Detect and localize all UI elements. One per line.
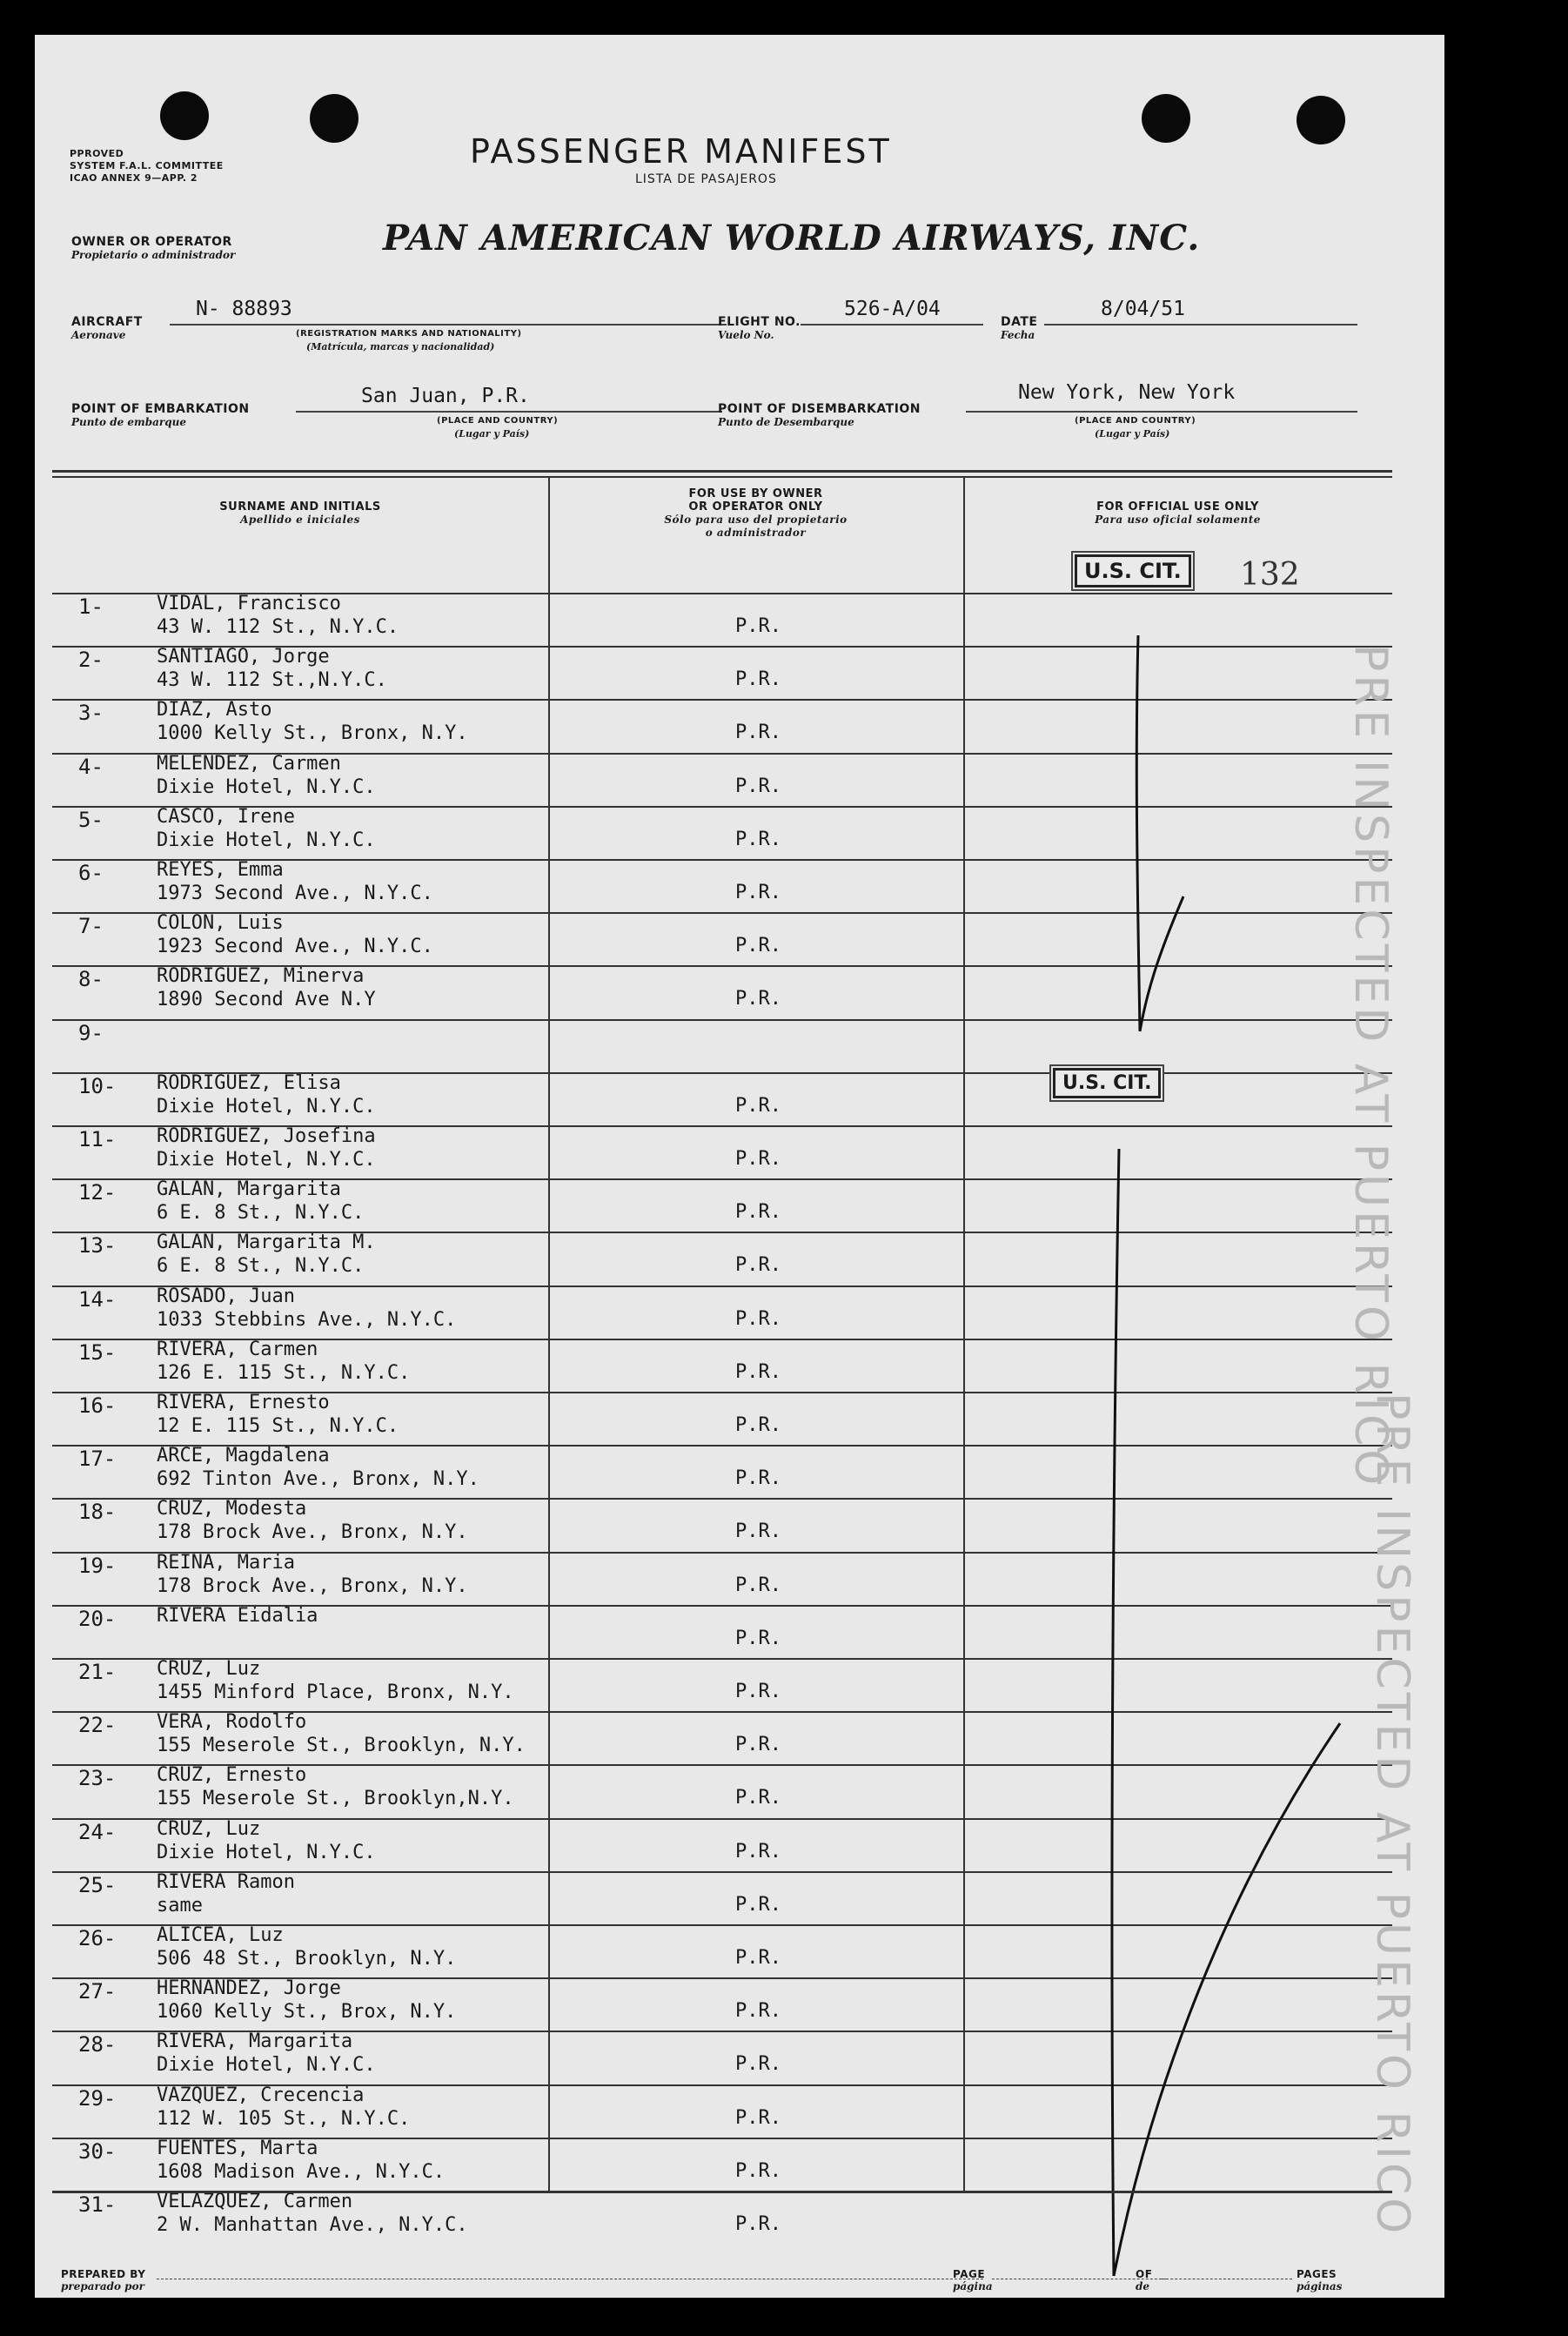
approval-line: SYSTEM F.A.L. COMMITTEE bbox=[70, 160, 224, 171]
disembark-hint: (PLACE AND COUNTRY) bbox=[1075, 416, 1196, 426]
row-number: 23- bbox=[78, 1766, 117, 1791]
passenger-name: FUENTES, Marta bbox=[157, 2137, 318, 2159]
of-label: OF bbox=[1136, 2268, 1153, 2280]
row-number: 10- bbox=[78, 1073, 117, 1098]
operator-code: P.R. bbox=[735, 2053, 781, 2076]
operator-code: P.R. bbox=[735, 1148, 781, 1170]
row-number: 14- bbox=[78, 1286, 117, 1312]
row-number: 8- bbox=[78, 967, 104, 992]
row-number: 3- bbox=[78, 701, 104, 726]
owner-header-line: OR OPERATOR ONLY bbox=[688, 500, 823, 514]
passenger-name: CRUZ, Ernesto bbox=[157, 1764, 307, 1787]
row-number: 30- bbox=[78, 2138, 117, 2164]
operator-code: P.R. bbox=[735, 1360, 781, 1383]
owner-header-es: Sólo para uso del propietario bbox=[664, 514, 848, 526]
operator-code: P.R. bbox=[735, 775, 781, 797]
passenger-name: SANTIAGO, Jorge bbox=[157, 646, 330, 668]
aircraft-label-es: Aeronave bbox=[71, 329, 126, 341]
embark-label-es: Punto de embarque bbox=[71, 416, 186, 428]
passenger-address: 155 Meserole St., Brooklyn, N.Y. bbox=[157, 1735, 526, 1757]
operator-code: P.R. bbox=[735, 1893, 781, 1916]
name-header-es: Apellido e iniciales bbox=[240, 514, 360, 526]
passenger-name: REINA, Maria bbox=[157, 1551, 295, 1574]
row-number: 18- bbox=[78, 1500, 117, 1525]
passenger-address: 1060 Kelly St., Brox, N.Y. bbox=[157, 2001, 457, 2024]
passenger-name: VIDAL, Francisco bbox=[157, 593, 341, 614]
row-number: 13- bbox=[78, 1233, 117, 1259]
operator-code: P.R. bbox=[735, 935, 781, 957]
passenger-name: RIVERA Eidalia bbox=[157, 1604, 318, 1627]
date-label: DATE bbox=[1001, 315, 1038, 329]
passenger-address: 155 Meserole St., Brooklyn,N.Y. bbox=[157, 1788, 514, 1810]
embark-line bbox=[296, 411, 722, 413]
punch-hole bbox=[160, 91, 209, 140]
passenger-name: GALAN, Margarita M. bbox=[157, 1232, 376, 1254]
date-value: 8/04/51 bbox=[1101, 298, 1185, 320]
operator-code: P.R. bbox=[735, 2000, 781, 2023]
passenger-name: VELAZQUEZ, Carmen bbox=[157, 2191, 353, 2212]
row-number: 20- bbox=[78, 1606, 117, 1631]
aircraft-hint-es: (Matrícula, marcas y nacionalidad) bbox=[306, 341, 495, 352]
disembark-label-es: Punto de Desembarque bbox=[718, 416, 854, 428]
flight-value: 526-A/04 bbox=[844, 298, 941, 320]
operator-code: P.R. bbox=[735, 2159, 781, 2182]
disembark-hint-es: (Lugar y País) bbox=[1095, 428, 1170, 440]
embark-hint: (PLACE AND COUNTRY) bbox=[437, 416, 559, 426]
page-label-es: página bbox=[953, 2280, 993, 2292]
passenger-name: ALICEA, Luz bbox=[157, 1924, 284, 1946]
operator-code: P.R. bbox=[735, 668, 781, 691]
row-number: 27- bbox=[78, 1979, 117, 2004]
passenger-address: 1923 Second Ave., N.Y.C. bbox=[157, 936, 433, 958]
citizenship-stamp: U.S. CIT. bbox=[1075, 554, 1191, 587]
passenger-address: 1033 Stebbins Ave., N.Y.C. bbox=[157, 1308, 457, 1331]
page-label: PAGE bbox=[953, 2268, 986, 2280]
row-number: 12- bbox=[78, 1180, 117, 1205]
aircraft-label: AIRCRAFT bbox=[71, 315, 143, 329]
passenger-address: 112 W. 105 St., N.Y.C. bbox=[157, 2107, 411, 2130]
manifest-sheet bbox=[35, 35, 1444, 2298]
of-label-es: de bbox=[1136, 2280, 1150, 2292]
prepared-label: PREPARED BY bbox=[61, 2268, 146, 2280]
approval-line: PPROVED bbox=[70, 148, 124, 159]
passenger-address: 506 48 St., Brooklyn, N.Y. bbox=[157, 1948, 457, 1970]
operator-code: P.R. bbox=[735, 1467, 781, 1490]
operator-code: P.R. bbox=[735, 2213, 781, 2235]
passenger-address: Dixie Hotel, N.Y.C. bbox=[157, 1095, 376, 1118]
operator-code: P.R. bbox=[735, 988, 781, 1010]
operator-code: P.R. bbox=[735, 1201, 781, 1224]
passenger-address: Dixie Hotel, N.Y.C. bbox=[157, 1149, 376, 1171]
aircraft-line bbox=[170, 324, 727, 326]
row-number: 28- bbox=[78, 2032, 117, 2057]
row-number: 6- bbox=[78, 861, 104, 885]
row-number: 2- bbox=[78, 648, 104, 673]
passenger-name: VAZQUEZ, Crecencia bbox=[157, 2084, 365, 2106]
owner-value: PAN AMERICAN WORLD AIRWAYS, INC. bbox=[383, 218, 1201, 258]
approval-block bbox=[70, 148, 224, 185]
passenger-address: 1455 Minford Place, Bronx, N.Y. bbox=[157, 1682, 514, 1703]
passenger-name: RIVERA, Carmen bbox=[157, 1338, 318, 1360]
pages-label: PAGES bbox=[1297, 2268, 1337, 2280]
passenger-name: GALAN, Margarita bbox=[157, 1178, 341, 1201]
operator-code: P.R. bbox=[735, 1787, 781, 1809]
row-number: 31- bbox=[78, 2192, 117, 2217]
date-line bbox=[1044, 324, 1357, 326]
passenger-address: 178 Brock Ave., Bronx, N.Y. bbox=[157, 1574, 468, 1597]
passenger-address: 12 E. 115 St., N.Y.C. bbox=[157, 1415, 399, 1437]
operator-code: P.R. bbox=[735, 2106, 781, 2129]
passenger-address: 126 E. 115 St., N.Y.C. bbox=[157, 1361, 411, 1384]
owner-header-es: o administrador bbox=[705, 527, 807, 539]
row-number: 29- bbox=[78, 2085, 117, 2111]
operator-code: P.R. bbox=[735, 1947, 781, 1969]
row-number: 25- bbox=[78, 1872, 117, 1897]
operator-code: P.R. bbox=[735, 1840, 781, 1863]
punch-hole bbox=[1142, 94, 1190, 143]
passenger-name: VERA, Rodolfo bbox=[157, 1711, 307, 1734]
passenger-address: 6 E. 8 St., N.Y.C. bbox=[157, 1255, 365, 1278]
passenger-name: RODRIGUEZ, Josefina bbox=[157, 1125, 376, 1147]
row-number: 4- bbox=[78, 754, 104, 779]
passenger-address: 6 E. 8 St., N.Y.C. bbox=[157, 1202, 365, 1225]
embark-value: San Juan, P.R. bbox=[361, 385, 530, 407]
table-top-rule bbox=[52, 476, 1392, 478]
disembark-line bbox=[966, 411, 1357, 413]
operator-code: P.R. bbox=[735, 615, 781, 637]
table-top-rule bbox=[52, 470, 1392, 473]
flight-label-es: Vuelo No. bbox=[718, 329, 774, 341]
passenger-address: 43 W. 112 St.,N.Y.C. bbox=[157, 669, 387, 692]
operator-code: P.R. bbox=[735, 1307, 781, 1330]
flight-label: FLIGHT NO. bbox=[718, 315, 801, 329]
passenger-address: 1890 Second Ave N.Y bbox=[157, 989, 376, 1011]
row-number: 19- bbox=[78, 1553, 117, 1578]
operator-code: P.R. bbox=[735, 722, 781, 744]
passenger-name: DIAZ, Asto bbox=[157, 699, 272, 722]
table-bottom-rule bbox=[52, 2191, 1392, 2193]
passenger-name: CASCO, Irene bbox=[157, 805, 295, 828]
disembark-label: POINT OF DISEMBARKATION bbox=[718, 402, 921, 416]
passenger-address: 692 Tinton Ave., Bronx, N.Y. bbox=[157, 1468, 479, 1491]
embark-hint-es: (Lugar y País) bbox=[454, 428, 530, 440]
passenger-name: CRUZ, Luz bbox=[157, 1658, 261, 1680]
passenger-name: CRUZ, Luz bbox=[157, 1817, 261, 1840]
passenger-name: CRUZ, Modesta bbox=[157, 1498, 307, 1520]
row-number: 11- bbox=[78, 1127, 117, 1151]
passenger-name: RIVERA, Ernesto bbox=[157, 1392, 330, 1413]
passenger-name: RODRIGUEZ, Minerva bbox=[157, 965, 365, 988]
operator-code: P.R. bbox=[735, 882, 781, 903]
owner-header-line: FOR USE BY OWNER bbox=[688, 487, 823, 500]
passenger-name: ARCE, Magdalena bbox=[157, 1445, 330, 1467]
name-column-header bbox=[52, 500, 548, 526]
owner-label-es: Propietario o administrador bbox=[71, 249, 236, 261]
row-number: 16- bbox=[78, 1393, 117, 1418]
citizenship-stamp: U.S. CIT. bbox=[1053, 1068, 1161, 1098]
embark-label: POINT OF EMBARKATION bbox=[71, 402, 250, 416]
owner-label: OWNER OR OPERATOR bbox=[71, 235, 232, 249]
operator-code: P.R. bbox=[735, 1627, 781, 1649]
operator-code: P.R. bbox=[735, 1414, 781, 1436]
official-header-es: Para uso oficial solamente bbox=[1095, 514, 1261, 526]
passenger-address: 1973 Second Ave., N.Y.C. bbox=[157, 883, 433, 904]
operator-code: P.R. bbox=[735, 828, 781, 850]
passenger-address: 178 Brock Ave., Bronx, N.Y. bbox=[157, 1521, 468, 1544]
approval-line: ICAO ANNEX 9—APP. 2 bbox=[70, 172, 198, 184]
operator-code: P.R. bbox=[735, 1254, 781, 1277]
passenger-name: REYES, Emma bbox=[157, 859, 284, 881]
disembark-value: New York, New York bbox=[1018, 381, 1236, 404]
passenger-address: Dixie Hotel, N.Y.C. bbox=[157, 2054, 376, 2077]
row-number: 26- bbox=[78, 1926, 117, 1950]
passenger-name: MELENDEZ, Carmen bbox=[157, 752, 341, 775]
passenger-address: 2 W. Manhattan Ave., N.Y.C. bbox=[157, 2214, 468, 2236]
passenger-name: RIVERA, Margarita bbox=[157, 2031, 353, 2053]
passenger-address: 1000 Kelly St., Bronx, N.Y. bbox=[157, 722, 468, 745]
row-number: 7- bbox=[78, 914, 104, 939]
prepared-label-es: preparado por bbox=[61, 2280, 144, 2292]
row-number: 22- bbox=[78, 1713, 117, 1738]
date-label-es: Fecha bbox=[1001, 329, 1035, 341]
row-number: 21- bbox=[78, 1660, 117, 1684]
row-number: 1- bbox=[78, 594, 104, 619]
row-number: 9- bbox=[78, 1020, 104, 1045]
passenger-address: 43 W. 112 St., N.Y.C. bbox=[157, 616, 399, 638]
passenger-name: ROSADO, Juan bbox=[157, 1285, 295, 1307]
operator-code: P.R. bbox=[735, 1734, 781, 1756]
passenger-address: 1608 Madison Ave., N.Y.C. bbox=[157, 2160, 446, 2183]
aircraft-hint: (REGISTRATION MARKS AND NATIONALITY) bbox=[296, 329, 522, 339]
pre-inspected-stamp: PRE INSPECTED AT PUERTO RICO bbox=[1344, 644, 1397, 1489]
passenger-name: HERNANDEZ, Jorge bbox=[157, 1977, 341, 2000]
passenger-name: COLON, Luis bbox=[157, 912, 284, 935]
punch-hole bbox=[310, 94, 358, 143]
owner-column-header bbox=[548, 487, 963, 540]
passenger-address: Dixie Hotel, N.Y.C. bbox=[157, 775, 376, 798]
punch-hole bbox=[1297, 96, 1345, 144]
passenger-address: Dixie Hotel, N.Y.C. bbox=[157, 829, 376, 851]
row-number: 15- bbox=[78, 1339, 117, 1365]
pages-label-es: páginas bbox=[1297, 2280, 1343, 2292]
row-number: 17- bbox=[78, 1447, 117, 1472]
flight-line bbox=[801, 324, 983, 326]
operator-code: P.R. bbox=[735, 1520, 781, 1543]
official-column-header bbox=[963, 500, 1392, 526]
passenger-address: same bbox=[157, 1894, 203, 1916]
passenger-name: RIVERA Ramon bbox=[157, 1870, 295, 1893]
operator-code: P.R. bbox=[735, 1681, 781, 1702]
pre-inspected-stamp: PRE INSPECTED AT PUERTO RICO bbox=[1366, 1393, 1418, 2238]
operator-code: P.R. bbox=[735, 1094, 781, 1117]
passenger-count: 132 bbox=[1240, 557, 1300, 593]
passenger-name: RODRIGUEZ, Elisa bbox=[157, 1071, 341, 1094]
operator-code: P.R. bbox=[735, 1574, 781, 1596]
row-number: 5- bbox=[78, 807, 104, 832]
aircraft-value: N- 88893 bbox=[196, 298, 292, 320]
passenger-address: Dixie Hotel, N.Y.C. bbox=[157, 1841, 376, 1863]
official-header-en: FOR OFFICIAL USE ONLY bbox=[1096, 500, 1259, 514]
name-header-en: SURNAME AND INITIALS bbox=[219, 500, 381, 514]
page-subtitle: LISTA DE PASAJEROS bbox=[635, 172, 777, 186]
page-title: PASSENGER MANIFEST bbox=[470, 132, 892, 171]
row-number: 24- bbox=[78, 1819, 117, 1844]
